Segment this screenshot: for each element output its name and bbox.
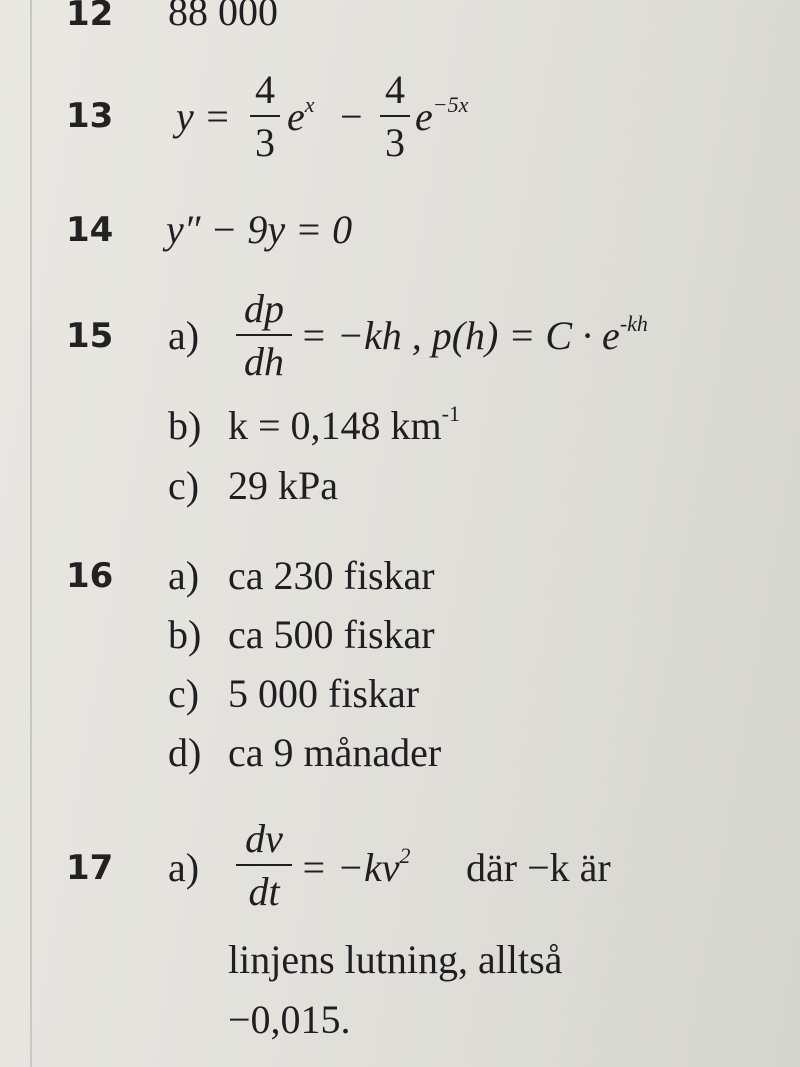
answer-15c: 29 kPa [228, 463, 338, 508]
fraction-bar [236, 334, 292, 336]
fraction-bar [250, 115, 280, 117]
equation-text: = −kv [300, 845, 400, 890]
label-16b: b) [168, 612, 202, 657]
equation-text: k = 0,148 km [228, 403, 442, 448]
base-e: e [415, 94, 433, 139]
label-15b: b) [168, 403, 202, 448]
label-16c: c) [168, 671, 200, 716]
answer-16d: ca 9 månader [228, 730, 442, 775]
answer-15b [228, 402, 460, 449]
base-e: e [287, 94, 305, 139]
problem-number-16: 16 [66, 556, 114, 596]
problem-number-15: 15 [66, 316, 114, 356]
numerator: 4 [255, 67, 275, 112]
answer-17a-equation [300, 844, 411, 891]
label-15c: c) [168, 463, 200, 508]
exponent: -kh [619, 311, 648, 336]
problem-number-12: 12 [66, 0, 114, 34]
exponent: −5x [432, 92, 469, 117]
exponent: -1 [441, 401, 460, 426]
denominator: dt [248, 869, 280, 914]
fraction-dp-dh [236, 285, 292, 385]
answer-12: 88 000 [168, 0, 278, 34]
fraction-bar [380, 115, 410, 117]
denominator: dh [244, 339, 284, 384]
problem-number-13: 13 [66, 96, 114, 136]
problem-number-17: 17 [66, 848, 114, 888]
numerator: dv [245, 816, 283, 861]
answer-16c: 5 000 fiskar [228, 671, 420, 716]
exponent: x [304, 92, 315, 117]
answer-17a-text: där −k är [466, 845, 611, 890]
label-16a: a) [168, 553, 200, 598]
answer-14: y″ − 9y = 0 [166, 207, 353, 252]
answer-15a [300, 312, 648, 359]
label-17a: a) [168, 845, 200, 890]
numerator: 4 [385, 67, 405, 112]
equation-text: = −kh , p(h) = C · e [300, 313, 620, 358]
denominator: 3 [385, 120, 405, 165]
answer-17a-line3: −0,015. [228, 997, 351, 1042]
answer-16a: ca 230 fiskar [228, 553, 435, 598]
page-margin-line [30, 0, 32, 1067]
fraction-4-3-a [250, 66, 280, 166]
answer-13-exp1 [287, 93, 315, 140]
answer-13-lhs: y = [176, 94, 231, 139]
exponent: 2 [399, 843, 411, 868]
label-16d: d) [168, 730, 202, 775]
answer-16b: ca 500 fiskar [228, 612, 435, 657]
fraction-4-3-b [380, 66, 410, 166]
answer-13-minus: − [340, 94, 363, 139]
answer-17a-line2: linjens lutning, alltså [228, 937, 563, 982]
answer-13-exp2 [415, 93, 468, 140]
fraction-dv-dt [236, 815, 292, 915]
problem-number-14: 14 [66, 210, 114, 250]
numerator: dp [244, 286, 284, 331]
label-15a: a) [168, 313, 200, 358]
denominator: 3 [255, 120, 275, 165]
fraction-bar [236, 864, 292, 866]
